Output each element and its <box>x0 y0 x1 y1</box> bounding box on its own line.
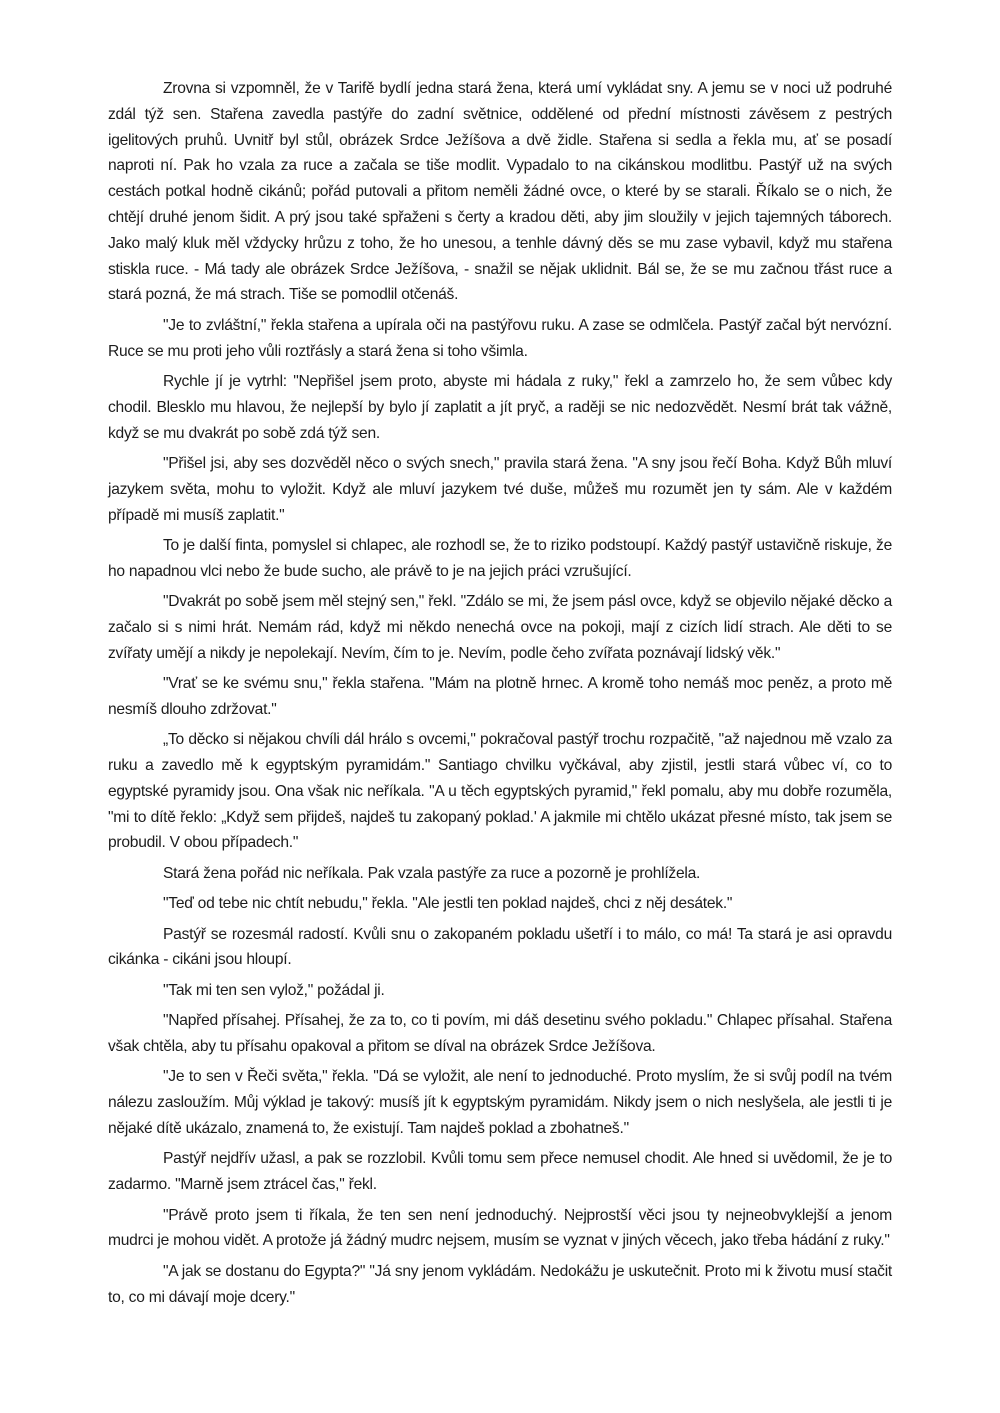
paragraph: "Vrať se ke svému snu," řekla stařena. "Mám na plotně hrnec. A kromě toho nemáš moc peněz, a proto mě nesmíš dlouho zdržovat." <box>108 675 892 718</box>
paragraph: "Je to sen v Řeči světa," řekla. "Dá se vyložit, ale není to jednoduché. Proto myslím, že si svůj podíl na tvém nálezu zasloužím. Můj výklad je takový: musíš jít k egyptským pyramidám. Nikdy jsem o nich neslyšela, ale jestli ti je nějaké dítě ukázalo, znamená to, že existují. Tam najdeš poklad a zbohatneš." <box>108 1068 892 1137</box>
paragraph: "Dvakrát po sobě jsem měl stejný sen," řekl. "Zdálo se mi, že jsem pásl ovce, když se objevilo nějaké děcko a začalo si s nimi hrát. Nemám rád, když mi někdo nenechá ovce na pokoji, mají z cizích lidí strach. Ale děti to se zvířaty umějí a nikdy je nepolekají. Nevím, čím to je. Nevím, podle čeho zvířata poznávají lidský věk." <box>108 593 892 662</box>
paragraph: Rychle jí je vytrhl: "Nepřišel jsem proto, abyste mi hádala z ruky," řekl a zamrzelo ho, že sem vůbec kdy chodil. Blesklo mu hlavou, že nejlepší by bylo jí zaplatit a jít pryč, a raději se nic nedozvědět. Nesmí brát tak vážně, když se mu dvakrát po sobě zdá týž sen. <box>108 372 892 442</box>
paragraph: Zrovna si vzpomněl, že v Tarifě bydlí jedna stará žena, která umí vykládat sny. A jemu se v noci už podruhé zdál týž sen. Stařena zavedla pastýře do zadní světnice, oddělené od přední místnosti závěsem z pestrých igelitových pruhů. Uvnitř byl stůl, obrázek Srdce Ježíšova a dvě židle. Stařena si sedla a řekla mu, ať se posadí naproti ní. Pak ho vzala za ruce a začala se tiše modlit. Vypadalo to na cikánskou modlitbu. Pastýř už na svých cestách potkal hodně cikánů; pořád putovali a přitom neměli žádné ovce, o které by se starali. Říkalo se o nich, že chtějí druhé jenom šidit. A prý jsou také spřaženi s čerty a kradou děti, aby jim sloužily v jejich tajemných táborech. Jako malý kluk měl vždycky hrůzu z toho, že ho unesou, a tenhle dávný děs se mu zase vybavil, když mu stařena stiskla ruce. - Má tady ale obrázek Srdce Ježíšova, - snažil se nějak uklidnit. Bál se, že se mu začnou třást ruce a stará pozná, že má strach. Tiše se pomodlil otčenáš. <box>108 80 892 304</box>
paragraph: "Přišel jsi, aby ses dozvěděl něco o svých snech," pravila stará žena. "A sny jsou řečí Boha. Když Bůh mluví jazykem světa, mohu to vyložit. Když ale mluví jazykem tvé duše, můžeš mu rozumět jen ty sám. Ale v každém případě mi musíš zaplatit." <box>108 454 892 524</box>
paragraph: Pastýř se rozesmál radostí. Kvůli snu o zakopaném pokladu ušetří i to málo, co má! Ta stará je asi opravdu cikánka - cikáni jsou hloupí. <box>108 925 892 969</box>
paragraph: „To děcko si nějakou chvíli dál hrálo s ovcemi," pokračoval pastýř trochu rozpačitě, "až najednou mě vzalo za ruku a zavedlo mě k egyptským pyramidám." Santiago chvilku vyčkával, aby zjistil, jestli stará vůbec ví, co to egyptské pyramidy jsou. Ona však nic neříkala. "A u těch egyptských pyramid," řekl pomalu, aby mu dobře rozuměla, "mi to dítě řeklo: „Když sem přijdeš, najdeš tu zakopaný poklad.' A jakmile mi chtělo ukázat přesné místo, tak jsem se probudil. V obou případech." <box>108 731 892 852</box>
paragraph: "Teď od tebe nic chtít nebudu," řekla. "Ale jestli ten poklad najdeš, chci z něj desátek." <box>163 895 733 913</box>
document-page <box>108 76 892 1315</box>
paragraph: "Napřed přísahej. Přísahej, že za to, co ti povím, mi dáš desetinu svého pokladu." Chlapec přísahal. Stařena však chtěla, aby tu přísahu opakoval a přitom se díval na obrázek Srdce Ježíšova. <box>108 1012 892 1056</box>
paragraph: To je další finta, pomyslel si chlapec, ale rozhodl se, že to riziko podstoupí. Každý pastýř ustavičně riskuje, že ho napadnou vlci nebo že bude sucho, ale právě to je na jejich práci vzrušující. <box>108 536 892 580</box>
paragraph: "Tak mi ten sen vylož," požádal ji. <box>163 981 385 999</box>
paragraph: "A jak se dostanu do Egypta?" "Já sny jenom vykládám. Nedokážu je uskutečnit. Proto mi k životu musí stačit to, co mi dávají moje dcery." <box>108 1262 892 1306</box>
paragraph: "Je to zvláštní," řekla stařena a upírala oči na pastýřovu ruku. A zase se odmlčela. Pastýř začal být nervózní. Ruce se mu proti jeho vůli roztřásly a stará žena si toho všimla. <box>108 316 892 360</box>
paragraph: "Právě proto jsem ti říkala, že ten sen není jednoduchý. Nejprostší věci jsou ty nejneobvyklejší a jenom mudrci je mohou vidět. A protože já žádný mudrc nejsem, musím se vyznat v jiných věcech, jako třeba hádání z ruky." <box>108 1206 892 1250</box>
paragraph: Pastýř nejdřív užasl, a pak se rozzlobil. Kvůli tomu sem přece nemusel chodit. Ale hned si uvědomil, že je to zadarmo. "Marně jsem ztrácel čas," řekl. <box>108 1150 892 1194</box>
paragraph: Stará žena pořád nic neříkala. Pak vzala pastýře za ruce a pozorně je prohlížela. <box>163 864 701 882</box>
